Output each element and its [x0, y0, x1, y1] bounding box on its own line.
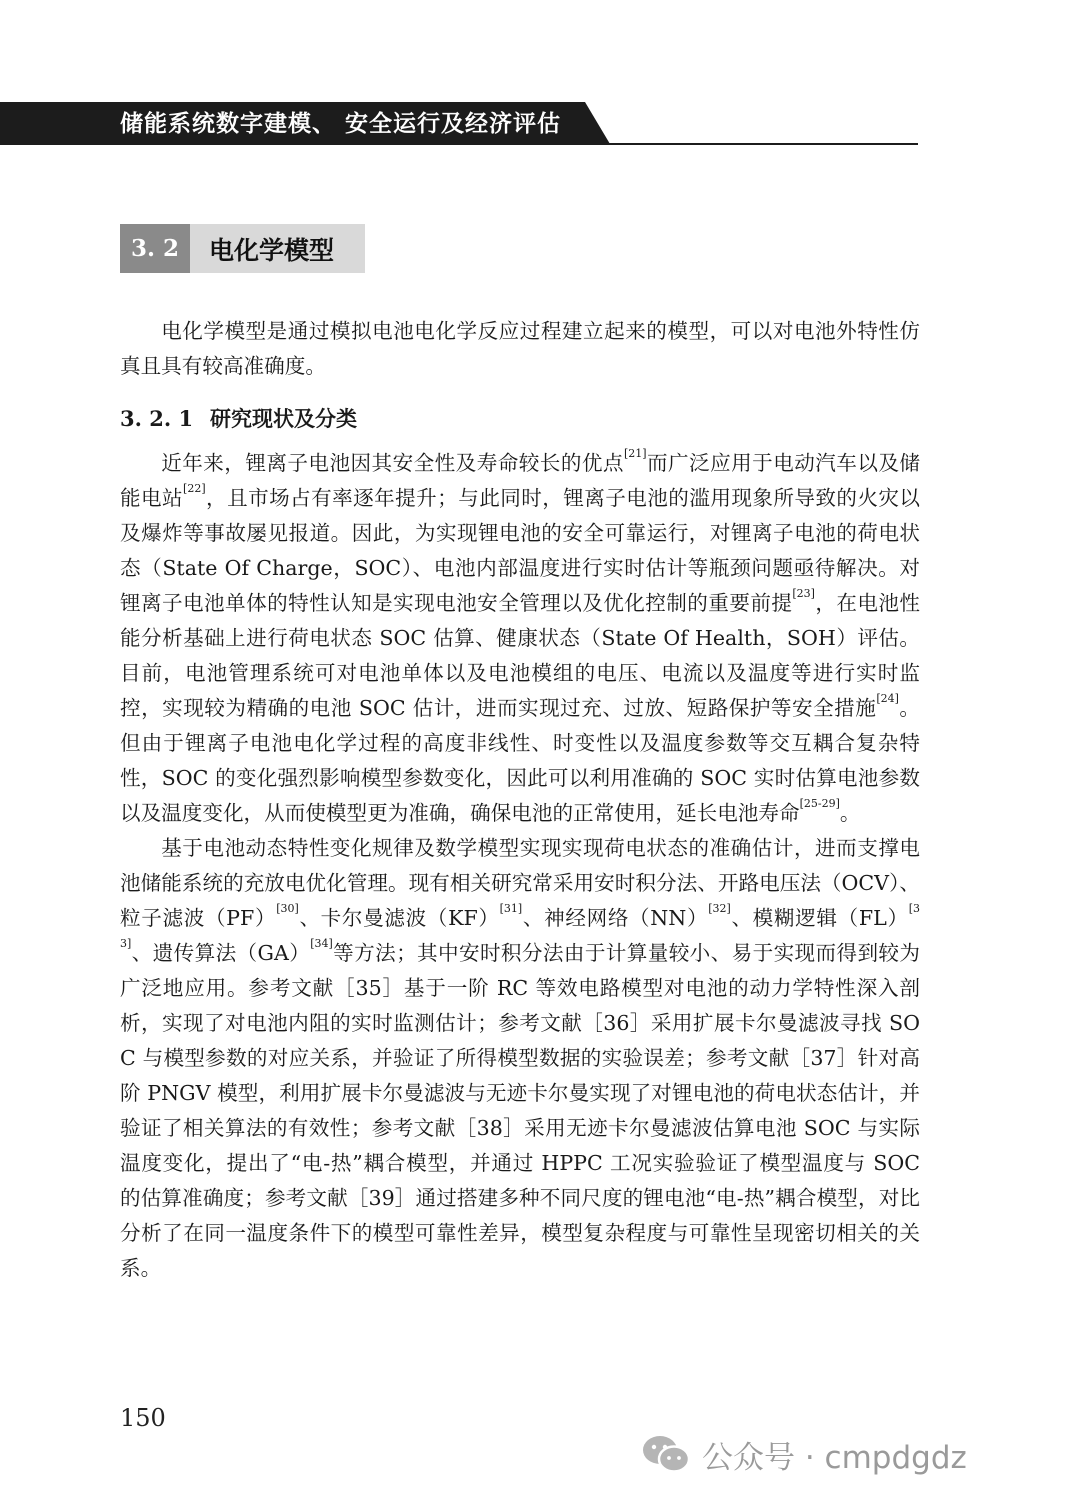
watermark [640, 1424, 967, 1484]
citation: [24] [876, 692, 899, 705]
paragraph-2 [120, 831, 920, 1286]
text-run: 而广泛应用于电动汽车以及储能电站 [120, 451, 920, 510]
watermark-text: 公众号 · cmpdgdz [702, 1439, 967, 1476]
section-number: 3. 2 [120, 224, 190, 273]
citation: [25-29] [799, 797, 840, 810]
book-title: 储能系统数字建模、 安全运行及经济评估 [120, 111, 562, 137]
text-run: 等方法；其中安时积分法由于计算量较小、易于实现而得到较为广泛地应用。参考文献［35］基于一阶 RC 等效电路模型对电池的动力学特性深入剖析，实现了对电池内阻的实时监测估计；参考文献［36］采用扩展卡尔曼滤波寻找 SOC 与模型参数的对应关系，并验证了所得模型数据的实验误差；参考文献［37］针对高阶 PNGV 模型，利用扩展卡尔曼滤波与无迹卡尔曼实现了对锂电池的荷电状态估计，并验证了相关算法的有效性；参考文献［38］采用无迹卡尔曼滤波估算电池 SOC 与实际温度变化，提出了“电-热”耦合模型，并通过 HPPC 工况实验验证了模型温度与 SOC 的估算准确度；参考文献［39］通过搭建多种不同尺度的锂电池“电-热”耦合模型，对比分析了在同一温度条件下的模型可靠性差异，模型复杂程度与可靠性呈现密切相关的关系。 [120, 941, 920, 1280]
section-title: 电化学模型 [209, 235, 335, 265]
citation: [34] [310, 937, 333, 950]
text-run: 、遗传算法（GA） [131, 941, 311, 965]
citation: [21] [623, 447, 647, 460]
text-run: 。 [839, 801, 861, 825]
citation: [33] [120, 902, 920, 950]
page-content [120, 314, 920, 1286]
subsection-title: 研究现状及分类 [210, 407, 357, 431]
citation: [30] [276, 902, 299, 915]
citation: [31] [499, 902, 523, 915]
text-run: 、模糊逻辑（FL） [730, 906, 909, 930]
text-run: 基于电池动态特性变化规律及数学模型实现实现荷电状态的准确估计，进而支撑电池储能系统的充放电优化管理。现有相关研究常采用安时积分法、开路电压法（OCV）、粒子滤波（PF） [120, 836, 920, 930]
citation: [23] [792, 587, 815, 600]
text-run: ，且市场占有率逐年提升；与此同时，锂离子电池的滥用现象所导致的火灾以及爆炸等事故屡见报道。因此，为实现锂电池的安全可靠运行，对锂离子电池的荷电状态（State Of Charge，SOC）、电池内部温度进行实时估计等瓶颈问题亟待解决。对锂离子电池单体的特性认知是实现电池安全管理以及优化控制的重要前提 [120, 486, 921, 615]
subsection-number: 3. 2. 1 [120, 405, 194, 431]
text-run: 、神经网络（NN） [522, 906, 709, 930]
page-number: 150 [120, 1404, 166, 1432]
text-run: 、卡尔曼滤波（KF） [298, 906, 500, 930]
subsection-heading [120, 398, 920, 438]
section-heading [120, 224, 365, 273]
intro-paragraph: 电化学模型是通过模拟电池电化学反应过程建立起来的模型，可以对电池外特性仿真且具有较高准确度。 [120, 319, 920, 378]
header-rule [0, 143, 918, 145]
wechat-icon [640, 1432, 692, 1476]
citation: [32] [708, 902, 731, 915]
citation: [22] [183, 482, 206, 495]
text-run: 。但由于锂离子电池电化学过程的高度非线性、时变性以及温度参数等交互耦合复杂特性，SOC 的变化强烈影响模型参数变化，因此可以利用准确的 SOC 实时估算电池参数以及温度变化，从而使模型更为准确，确保电池的正常使用，延长电池寿命 [120, 696, 920, 825]
text-run: ，在电池性能分析基础上进行荷电状态 SOC 估算、健康状态（State Of Health，SOH）评估。目前，电池管理系统可对电池单体以及电池模组的电压、电流以及温度等进行实时监控，实现较为精确的电池 SOC 估计，进而实现过充、过放、短路保护等安全措施 [120, 591, 921, 720]
paragraph-1 [120, 446, 920, 831]
text-run: 近年来，锂离子电池因其安全性及寿命较长的优点 [161, 451, 624, 475]
